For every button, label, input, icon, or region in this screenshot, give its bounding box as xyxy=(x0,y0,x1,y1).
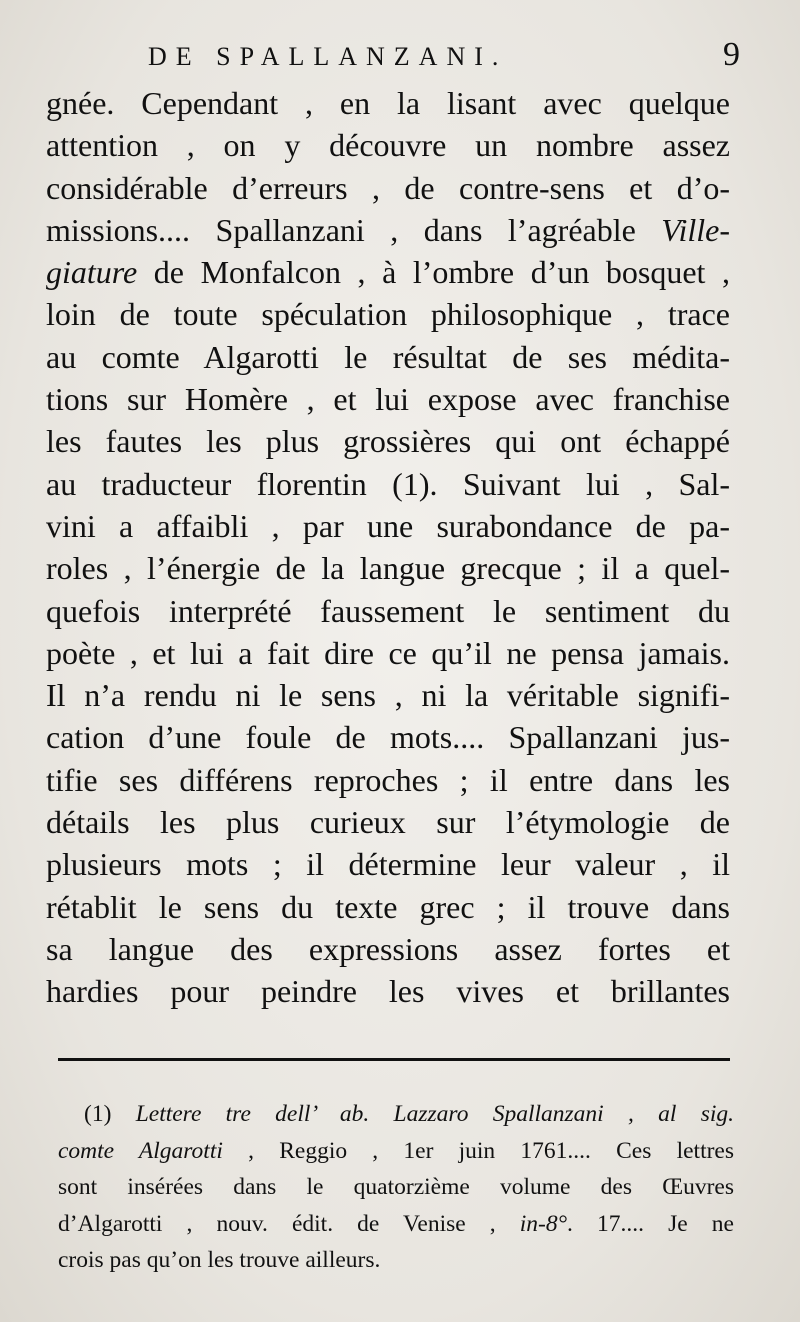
body-text xyxy=(46,82,730,1013)
text-run: considérable d’erreurs , de contre-sens et d’o- xyxy=(46,169,730,206)
text-line xyxy=(46,82,730,124)
italic-text: Lettere tre dell’ ab. Lazzaro Spallanzani , al sig. xyxy=(135,1101,734,1127)
text-run: sont insérées dans le quatorzième volume des Œuvres xyxy=(58,1174,734,1200)
text-line xyxy=(46,886,730,928)
page-header xyxy=(40,38,740,78)
text-line xyxy=(46,674,730,716)
text-run: cation d’une foule de mots.... Spallanzani jus- xyxy=(46,719,730,756)
text-line xyxy=(46,251,730,293)
page-number: 9 xyxy=(723,36,740,73)
text-line xyxy=(46,209,730,251)
footnote xyxy=(58,1096,734,1279)
text-run: Il n’a rendu ni le sens , ni la véritable signifi- xyxy=(46,677,730,714)
text-run: missions.... Spallanzani , dans l’agréable xyxy=(46,211,662,248)
italic-text: Ville- xyxy=(661,211,730,248)
text-line xyxy=(46,547,730,589)
text-run: roles , l’énergie de la langue grecque ; il a quel- xyxy=(46,550,730,587)
text-run: gnée. Cependant , en la lisant avec quelque xyxy=(46,85,730,121)
text-line xyxy=(46,801,730,843)
text-line xyxy=(46,420,730,462)
footnote-rule xyxy=(58,1058,730,1061)
text-run: poète , et lui a fait dire ce qu’il ne pensa jamais. xyxy=(46,634,730,671)
text-run: . 17.... Je ne xyxy=(567,1210,734,1237)
text-line xyxy=(46,759,730,801)
text-line xyxy=(46,632,730,674)
text-run: au traducteur florentin (1). Suivant lui , Sal- xyxy=(46,465,730,502)
footnote-line xyxy=(58,1206,734,1243)
italic-text: comte Algarotti xyxy=(58,1137,223,1164)
footnote-line xyxy=(58,1096,734,1133)
running-head: DE SPALLANZANI. xyxy=(148,42,508,71)
text-run: tions sur Homère , et lui expose avec franchise xyxy=(46,381,730,418)
text-run: , Reggio , 1er juin 1761.... Ces lettres xyxy=(222,1137,734,1164)
text-run: au comte Algarotti le résultat de ses médita- xyxy=(46,338,730,375)
text-line xyxy=(46,843,730,885)
text-run: sa langue des expressions assez fortes et xyxy=(46,930,730,967)
text-line xyxy=(46,505,730,547)
text-run: d’Algarotti , nouv. édit. de Venise , xyxy=(58,1210,520,1237)
footnote-line xyxy=(58,1169,734,1206)
text-run: détails les plus curieux sur l’étymologie de xyxy=(46,804,730,841)
footnote-line xyxy=(58,1242,734,1279)
text-line xyxy=(46,716,730,758)
italic-text: giature xyxy=(46,254,138,291)
text-run: les fautes les plus grossières qui ont échappé xyxy=(46,423,730,460)
italic-text: in-8° xyxy=(519,1210,568,1237)
text-line xyxy=(46,336,730,378)
text-run: crois pas qu’on les trouve ailleurs. xyxy=(58,1247,381,1273)
text-run: hardies pour peindre les vives et brillantes xyxy=(46,973,730,1010)
text-line xyxy=(46,590,730,632)
text-line xyxy=(46,463,730,505)
text-run: tifie ses différens reproches ; il entre dans les xyxy=(46,761,730,798)
text-line xyxy=(46,167,730,209)
footnote-line xyxy=(58,1133,734,1170)
text-run: (1) xyxy=(84,1101,136,1127)
text-run: loin de toute spéculation philosophique , trace xyxy=(46,296,730,333)
text-run: de Monfalcon , à l’ombre d’un bosquet , xyxy=(137,254,730,291)
text-run: rétablit le sens du texte grec ; il trouve dans xyxy=(46,888,730,925)
text-line xyxy=(46,970,730,1012)
text-line xyxy=(46,124,730,166)
text-run: attention , on y découvre un nombre assez xyxy=(46,127,730,164)
text-run: vini a affaibli , par une surabondance de pa- xyxy=(46,507,730,544)
text-line xyxy=(46,378,730,420)
text-line xyxy=(46,293,730,335)
text-run: plusieurs mots ; il détermine leur valeur , il xyxy=(46,846,730,883)
text-run: quefois interprété faussement le sentiment du xyxy=(46,592,730,629)
text-line xyxy=(46,928,730,970)
